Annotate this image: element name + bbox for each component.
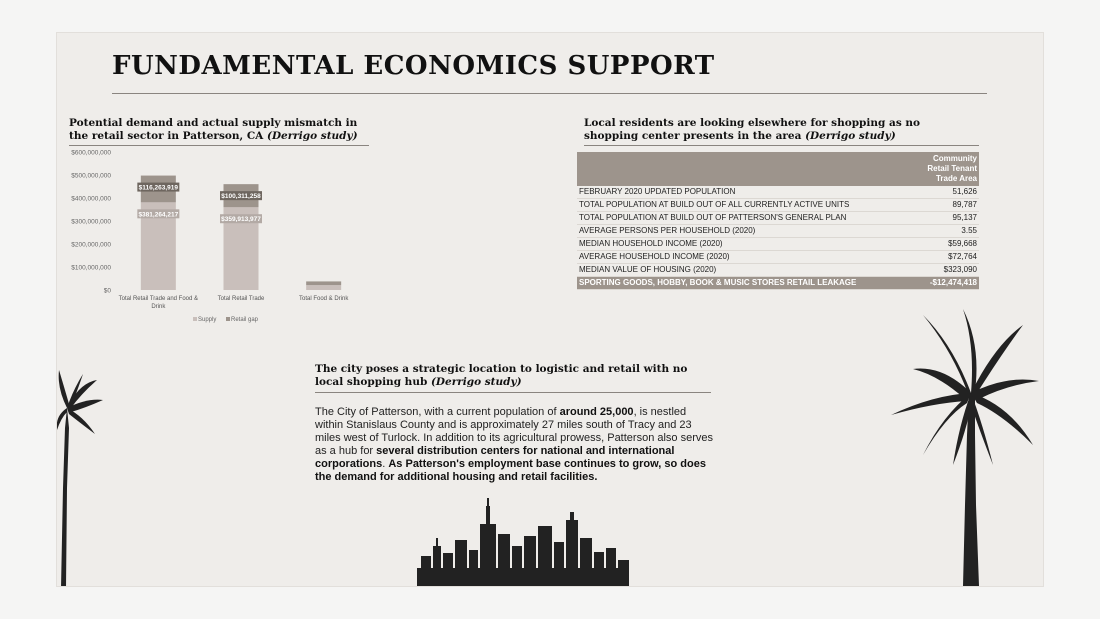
y-tick-label: $600,000,000 — [71, 149, 111, 157]
data-label: $116,263,919 — [138, 184, 179, 192]
table-row — [577, 264, 979, 277]
x-tick-label: Total Retail Trade — [217, 296, 265, 302]
row-value: 95,137 — [915, 212, 979, 225]
y-axis — [71, 150, 111, 295]
text-bold-part: around 25,000 — [559, 406, 634, 418]
text-heading — [315, 363, 715, 389]
table-row — [577, 199, 979, 212]
text-heading-text: The city poses a strategic location to logistic and retail with no local shopping hub — [315, 363, 688, 388]
row-label: AVERAGE HOUSEHOLD INCOME (2020) — [577, 251, 915, 264]
slide — [57, 33, 1043, 586]
row-label: AVERAGE PERSONS PER HOUSEHOLD (2020) — [577, 225, 915, 238]
text-heading-source: (Derrigo study) — [430, 376, 522, 388]
table-header-label-cell — [577, 152, 915, 186]
table-total-row — [577, 277, 979, 290]
data-label: $381,264,217 — [138, 211, 179, 219]
text-bold-part: As Patterson's employment base continues to grow, so does the demand for additional housing and retail facilities. — [315, 458, 706, 483]
table-column-header — [915, 152, 979, 186]
legend-swatch — [226, 317, 230, 321]
row-label: TOTAL POPULATION AT BUILD OUT OF PATTERSON'S GENERAL PLAN — [577, 212, 915, 225]
chart-bars — [137, 176, 341, 290]
x-axis — [119, 296, 350, 310]
column-header-line: Trade Area — [935, 174, 977, 183]
row-value: 51,626 — [915, 186, 979, 199]
chart-heading-text: Potential demand and actual supply mismatch in the retail sector in Patterson, CA — [69, 117, 358, 142]
legend-entry: Supply — [198, 317, 217, 323]
row-value: $323,090 — [915, 264, 979, 277]
column-header-line: Retail Tenant — [927, 164, 977, 173]
chart-legend — [193, 317, 259, 323]
city-skyline-icon — [417, 498, 629, 586]
y-tick-label: $100,000,000 — [71, 264, 111, 272]
row-label: MEDIAN VALUE OF HOUSING (2020) — [577, 264, 915, 277]
data-label: $359,913,977 — [221, 216, 261, 224]
text-part: . — [382, 458, 389, 470]
text-part: The City of Patterson, with a current population of — [315, 406, 560, 418]
y-tick-label: $400,000,000 — [71, 195, 111, 203]
table-header-row — [577, 152, 979, 186]
text-bold-part: several distribution centers for national and international corporations — [315, 445, 675, 470]
title-divider — [112, 93, 987, 94]
palm-tree-left-icon — [57, 368, 107, 586]
retail-mismatch-chart — [65, 145, 370, 345]
y-tick-label: $0 — [103, 287, 111, 295]
legend-swatch — [193, 317, 197, 321]
total-label: SPORTING GOODS, HOBBY, BOOK & MUSIC STORES RETAIL LEAKAGE — [577, 277, 915, 290]
data-label: $100,311,258 — [221, 193, 261, 201]
table-row — [577, 251, 979, 264]
row-label: TOTAL POPULATION AT BUILD OUT OF ALL CURRENTLY ACTIVE UNITS — [577, 199, 915, 212]
legend-entry: Retail gap — [231, 317, 259, 323]
column-header-line: Community — [933, 154, 977, 163]
row-label: FEBRUARY 2020 UPDATED POPULATION — [577, 186, 915, 199]
bar-supply — [306, 285, 341, 290]
chart-heading-source: (Derrigo study) — [266, 130, 358, 142]
row-label: MEDIAN HOUSEHOLD INCOME (2020) — [577, 238, 915, 251]
table-row — [577, 186, 979, 199]
row-value: 89,787 — [915, 199, 979, 212]
row-value: $59,668 — [915, 238, 979, 251]
table-heading — [584, 117, 964, 143]
text-part: , is nestled within Stanislaus County and is approximately 27 miles south of Tracy and 23 miles west of Turlock. In addition to its agricultural prowess, Patterson also serves as a hub for — [315, 406, 714, 457]
x-tick-label: Total Retail Trade and Food & — [118, 296, 199, 302]
y-tick-label: $300,000,000 — [71, 218, 111, 226]
text-divider — [315, 392, 711, 393]
chart-heading — [69, 117, 379, 143]
table-divider — [584, 145, 979, 146]
table-row — [577, 212, 979, 225]
economics-table — [577, 152, 979, 290]
table-heading-text: Local residents are looking elsewhere for shopping as no shopping center presents in the area — [584, 117, 921, 142]
table-heading-source: (Derrigo study) — [805, 130, 896, 142]
palm-tree-right-icon — [883, 305, 1043, 586]
y-tick-label: $200,000,000 — [71, 241, 111, 249]
city-description — [315, 406, 715, 484]
page-title: FUNDAMENTAL ECONOMICS SUPPORT — [112, 51, 715, 81]
bar-retail-gap — [306, 281, 341, 285]
row-value: $72,764 — [915, 251, 979, 264]
table-row — [577, 238, 979, 251]
table-row — [577, 225, 979, 238]
x-tick-label: Drink — [151, 304, 166, 310]
row-value: 3.55 — [915, 225, 979, 238]
y-tick-label: $500,000,000 — [71, 172, 111, 180]
total-value: -$12,474,418 — [915, 277, 979, 290]
x-tick-label: Total Food & Drink — [298, 296, 349, 302]
